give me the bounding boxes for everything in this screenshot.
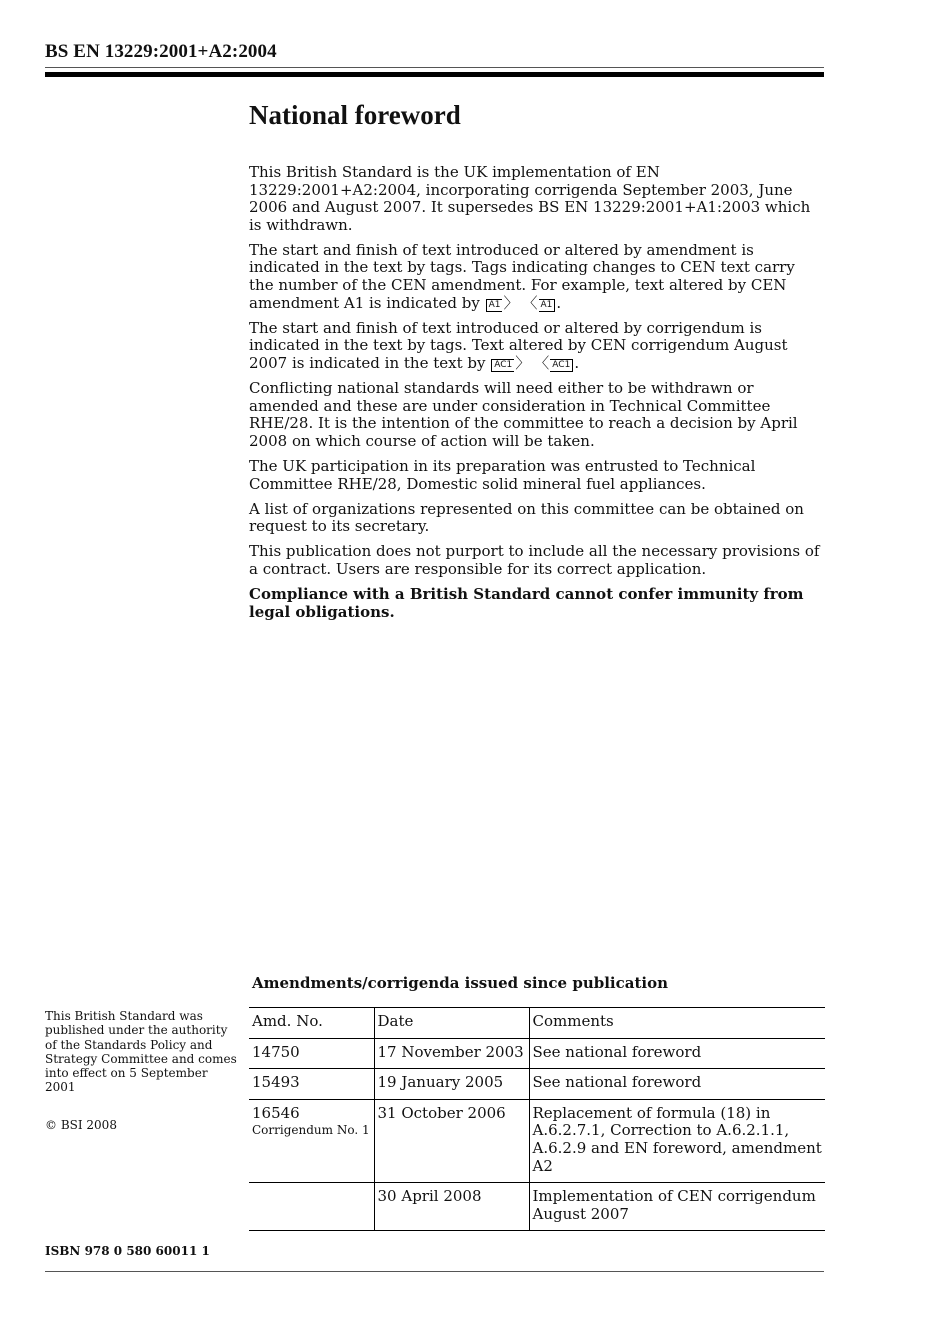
paragraph-corrigendum-tags: The start and finish of text introduced or altered by corrigendum is indicated in the text by tags. Text altered by CEN corrigendum August 2007 is indicated in the text by AC1 〉 〈 AC1 . xyxy=(249,318,788,372)
comment-cell: See national foreword xyxy=(529,1038,825,1069)
paragraph-committee-list: A list of organizations represented on this committee can be obtained on request to its secretary. xyxy=(249,499,804,536)
amd-no-cell xyxy=(249,1099,374,1182)
amendment-start-tag: A1 xyxy=(486,299,503,312)
date-cell: 30 April 2008 xyxy=(374,1183,529,1231)
page-title: National foreword xyxy=(249,100,461,130)
column-header-date: Date xyxy=(374,1008,529,1039)
isbn-number: ISBN 978 0 580 60011 1 xyxy=(45,1244,210,1258)
copyright-notice: © BSI 2008 xyxy=(45,1118,117,1132)
corrigendum-end-tag: AC1 xyxy=(550,359,573,372)
amd-no-cell: 14750 xyxy=(249,1038,374,1069)
date-cell: 19 January 2005 xyxy=(374,1069,529,1100)
table-row xyxy=(249,1099,825,1182)
amendments-table xyxy=(249,1007,825,1231)
amd-no-cell: 15493 xyxy=(249,1069,374,1100)
paragraph-implementation: This British Standard is the UK implementation of EN 13229:2001+A2:2004, incorporating corrigenda September 2003, June 2006 and August 2007. It supersedes BS EN 13229:2001+A1:2003 which is withdrawn. xyxy=(249,163,811,234)
corrigendum-tags-text: The start and finish of text introduced or altered by corrigendum is indicated in the text by tags. Text altered by CEN corrigendum August 2007 is indicated in the text by xyxy=(249,318,788,372)
amendment-end-tag: A1 xyxy=(539,299,556,312)
header-rule-thick xyxy=(45,72,824,77)
comment-cell: Replacement of formula (18) in A.6.2.7.1, Correction to A.6.2.1.1, A.6.2.9 and EN foreword, amendment A2 xyxy=(529,1099,825,1182)
amd-no-cell xyxy=(249,1183,374,1231)
paragraph-contract-provisions: This publication does not purport to include all the necessary provisions of a contract. Users are responsible for its correct application. xyxy=(249,542,820,578)
table-row xyxy=(249,1069,825,1100)
paragraph-compliance: Compliance with a British Standard cannot confer immunity from legal obligations. xyxy=(249,584,804,621)
amd-no-value: 16546 xyxy=(252,1103,300,1122)
table-row xyxy=(249,1183,825,1231)
table-header-row xyxy=(249,1008,825,1039)
publication-note: This British Standard was published under the authority of the Standards Policy and Strategy Committee and comes into effect on 5 September 2001 xyxy=(45,1009,237,1095)
table-row xyxy=(249,1038,825,1069)
document-id-header: BS EN 13229:2001+A2:2004 xyxy=(45,41,277,62)
comment-cell: Implementation of CEN corrigendum August 2007 xyxy=(529,1183,825,1231)
comment-cell: See national foreword xyxy=(529,1069,825,1100)
footer-rule xyxy=(45,1271,824,1272)
paragraph-uk-participation: The UK participation in its preparation was entrusted to Technical Committee RHE/28, Domestic solid mineral fuel appliances. xyxy=(249,456,756,493)
date-cell: 17 November 2003 xyxy=(374,1038,529,1069)
column-header-amd-no: Amd. No. xyxy=(249,1008,374,1039)
paragraph-conflicting-standards: Conflicting national standards will need either to be withdrawn or amended and these are under consideration in Technical Committee RHE/28. It is the intention of the committee to reach a decision by April 2008 on which course of action will be taken. xyxy=(249,379,798,450)
column-header-comments: Comments xyxy=(529,1008,825,1039)
amendments-table-title: Amendments/corrigenda issued since publication xyxy=(252,974,668,992)
amendment-tags-text: The start and finish of text introduced or altered by amendment is indicated in the text by tags. Tags indicating changes to CEN text carry the number of the CEN amendment. For example, text altered by CEN amendment A1 is indicated by xyxy=(249,240,795,312)
paragraph-amendment-tags: The start and finish of text introduced or altered by amendment is indicated in the text by tags. Tags indicating changes to CEN text carry the number of the CEN amendment. For example, text altered by CEN amendment A1 is indicated by A1 〉 〈 A1 . xyxy=(249,240,795,312)
foreword-body xyxy=(249,164,824,629)
corrigendum-note: Corrigendum No. 1 xyxy=(252,1123,370,1138)
date-cell: 31 October 2006 xyxy=(374,1099,529,1182)
header-rule-thin xyxy=(45,67,824,68)
corrigendum-start-tag: AC1 xyxy=(491,359,514,372)
